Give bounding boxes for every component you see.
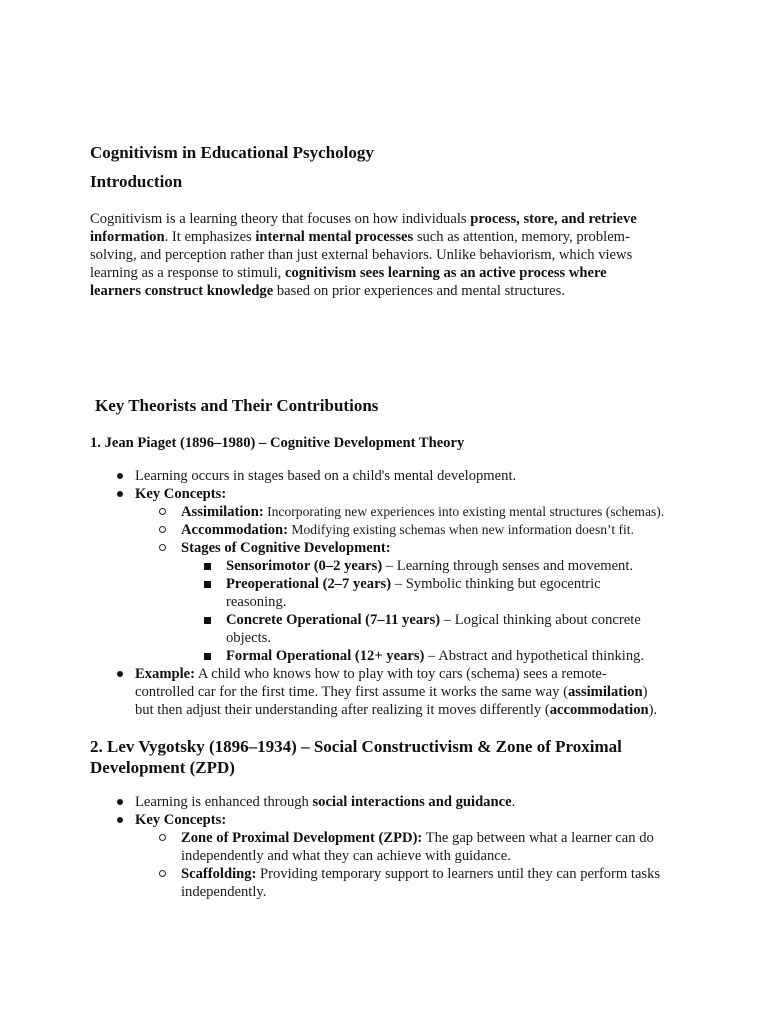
bullet-square-icon — [204, 581, 211, 588]
bold-text: 2. Lev Vygotsky (1896–1934) – Social Constructivism & Zone of Proximal — [90, 737, 622, 756]
bold-text: Sensorimotor (0–2 years) — [226, 558, 383, 574]
bold-text: process, store, and retrieve — [470, 211, 637, 227]
bold-text: social interactions and guidance — [312, 794, 512, 810]
bullet-disc-icon — [117, 473, 123, 479]
text: – Abstract and hypothetical thinking. — [424, 648, 645, 664]
list-item — [226, 575, 601, 593]
list-item — [135, 793, 515, 811]
text: ). — [648, 702, 658, 718]
text-line — [181, 883, 266, 901]
text: Cognitivism is a learning theory that focuses on how individuals — [90, 211, 471, 227]
list-item — [135, 467, 516, 485]
bold-text: Introduction — [90, 172, 183, 191]
text: . — [511, 794, 516, 810]
text: solving, and perception rather than just external behaviors. Unlike behaviorism, which views — [90, 247, 633, 263]
text: Learning is enhanced through — [135, 794, 313, 810]
list-item — [181, 865, 660, 883]
bold-text: Cognitivism in Educational Psychology — [90, 143, 374, 162]
bold-text: internal mental processes — [255, 229, 414, 245]
text: – Symbolic thinking but egocentric — [391, 576, 601, 592]
list-item — [135, 665, 607, 683]
bold-text: information — [90, 229, 165, 245]
text: The gap between what a learner can do — [422, 830, 654, 846]
bold-text: cognitivism sees learning as an active process where — [284, 265, 607, 281]
bold-text: Formal Operational (12+ years) — [226, 648, 425, 664]
bullet-circle-icon — [159, 526, 166, 533]
list-item — [181, 539, 391, 557]
text: Modifying existing schemas when new information doesn’t fit. — [288, 522, 634, 537]
text: – Learning through senses and movement. — [382, 558, 634, 574]
text-line — [226, 593, 286, 611]
bold-text: Zone of Proximal Development (ZPD): — [181, 830, 423, 846]
list-item — [226, 611, 641, 629]
text: reasoning. — [226, 594, 287, 610]
bold-text: Key Concepts: — [135, 486, 227, 502]
text-line — [90, 282, 565, 300]
text-line — [181, 847, 511, 865]
bold-text: Key Concepts: — [135, 812, 227, 828]
bold-text: Scaffolding: — [181, 866, 257, 882]
text-line — [90, 228, 630, 246]
text-line — [90, 736, 622, 758]
bold-text: Stages of Cognitive Development: — [181, 540, 391, 556]
text: controlled car for the first time. They first assume it works the same way ( — [135, 684, 568, 700]
text: independently. — [181, 884, 267, 900]
bold-text: Example: — [135, 666, 195, 682]
text-line — [135, 701, 657, 719]
bullet-disc-icon — [117, 817, 123, 823]
list-item — [181, 503, 664, 521]
bullet-circle-icon — [159, 544, 166, 551]
list-item — [135, 811, 226, 829]
list-item — [181, 521, 634, 539]
bullet-circle-icon — [159, 508, 166, 515]
bold-text: Key Theorists and Their Contributions — [95, 396, 379, 415]
text: Providing temporary support to learners until they can perform tasks — [256, 866, 661, 882]
bullet-square-icon — [204, 563, 211, 570]
bold-text: accommodation — [549, 702, 649, 718]
text: but then adjust their understanding after realizing it moves differently ( — [135, 702, 550, 718]
text-line — [90, 171, 182, 193]
bold-text: Development (ZPD) — [90, 758, 235, 777]
bullet-circle-icon — [159, 870, 166, 877]
text: . It emphasizes — [164, 229, 256, 245]
bold-text: 1. Jean Piaget (1896–1980) – Cognitive Development Theory — [90, 435, 465, 451]
list-item — [181, 829, 654, 847]
bold-text: Assimilation: — [181, 504, 264, 520]
text-line — [226, 629, 271, 647]
text-line — [90, 264, 607, 282]
text-line — [90, 246, 632, 264]
bullet-disc-icon — [117, 491, 123, 497]
list-item — [135, 485, 226, 503]
text: Learning occurs in stages based on a child's mental development. — [135, 468, 517, 484]
text: ) — [642, 684, 648, 700]
bullet-disc-icon — [117, 671, 123, 677]
list-item — [226, 557, 633, 575]
text: learning as a response to stimuli, — [90, 265, 285, 281]
bullet-square-icon — [204, 653, 211, 660]
text: independently and what they can achieve with guidance. — [181, 848, 511, 864]
text-line — [90, 142, 374, 164]
text: A child who knows how to play with toy cars (schema) sees a remote- — [195, 666, 607, 682]
text: – Logical thinking about concrete — [440, 612, 641, 628]
text: such as attention, memory, problem- — [413, 229, 630, 245]
list-item — [226, 647, 644, 665]
text-line — [95, 395, 378, 417]
text-line — [90, 210, 637, 228]
bullet-disc-icon — [117, 799, 123, 805]
bold-text: Preoperational (2–7 years) — [226, 576, 392, 592]
text-line — [135, 683, 647, 701]
text-line — [90, 757, 235, 779]
text: objects. — [226, 630, 271, 646]
bullet-square-icon — [204, 617, 211, 624]
bold-text: assimilation — [567, 684, 643, 700]
text: based on prior experiences and mental structures. — [273, 283, 565, 299]
bold-text: Concrete Operational (7–11 years) — [226, 612, 441, 628]
text: Incorporating new experiences into existing mental structures (schemas). — [263, 504, 665, 519]
bold-text: Accommodation: — [181, 522, 289, 538]
bullet-circle-icon — [159, 834, 166, 841]
bold-text: learners construct knowledge — [90, 283, 274, 299]
text-line — [90, 434, 464, 452]
